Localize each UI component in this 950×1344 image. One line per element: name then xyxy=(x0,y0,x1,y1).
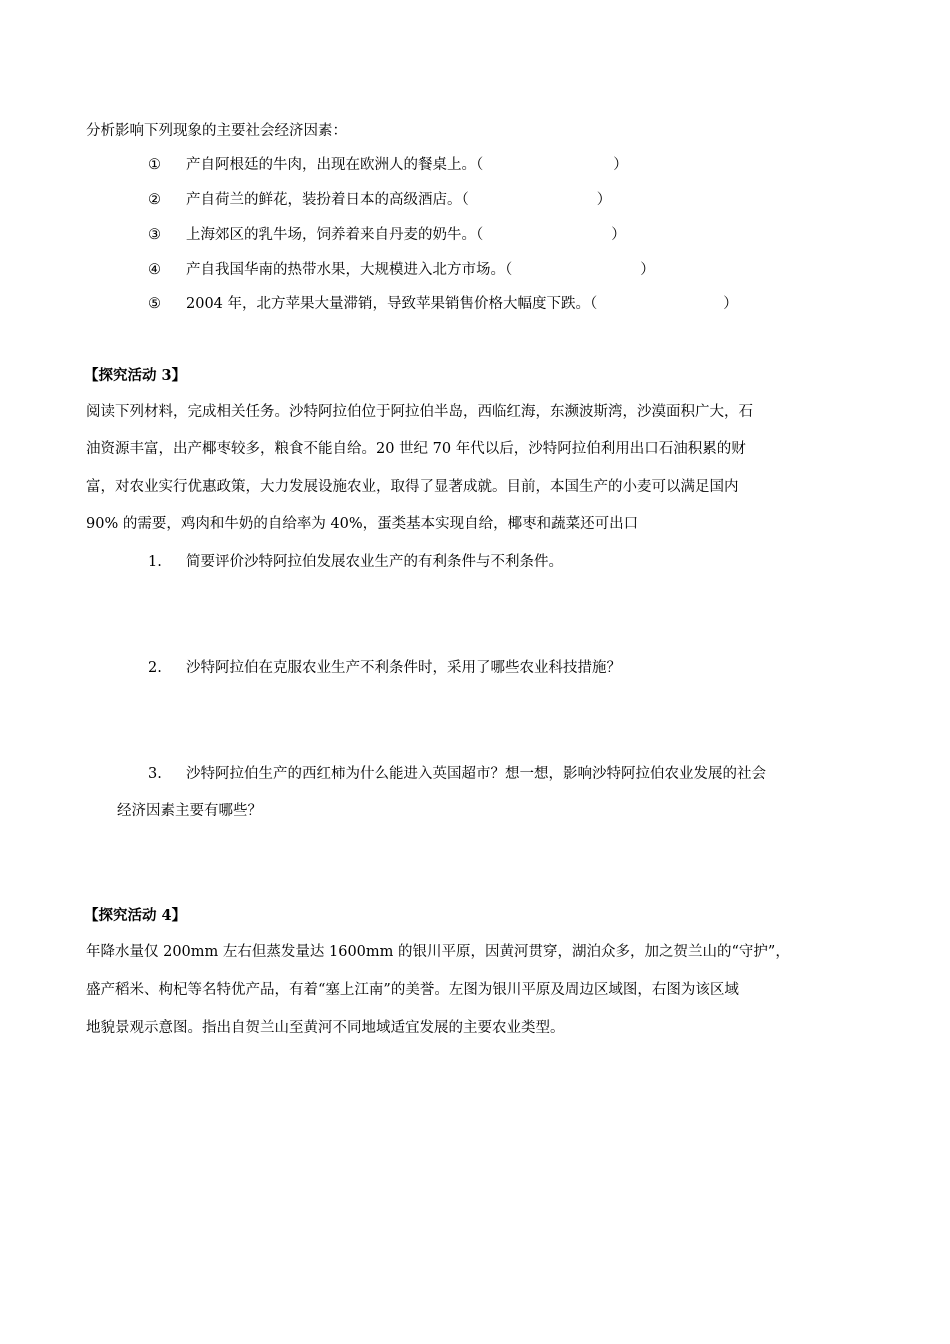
activity3-heading: 【探究活动 3】 xyxy=(84,367,187,384)
intro-item-5 xyxy=(148,292,738,313)
activity4-line: 盛产稻米、枸杞等名特优产品，有着“塞上江南”的美誉。左图为银川平原及周边区域图，右图为该区域 xyxy=(86,982,739,998)
item-marker: ② xyxy=(148,192,161,208)
item-text: 2004 年，北方苹果大量滞销，导致苹果销售价格大幅度下跌。（ xyxy=(186,296,598,312)
activity4-line: 年降水量仅 200mm 左右但蒸发量达 1600mm 的银川平原，因黄河贯穿，湖泊众多，加之贺兰山的“守护”， xyxy=(86,944,790,960)
activity3-question-2 xyxy=(148,656,621,677)
intro-item-3 xyxy=(148,223,626,244)
item-marker: ④ xyxy=(148,262,161,278)
question-text: 简要评价沙特阿拉伯发展农业生产的有利条件与不利条件。 xyxy=(186,554,563,570)
question-number: 2. xyxy=(148,660,162,676)
activity3-question-3 xyxy=(148,762,766,783)
item-marker: ③ xyxy=(148,227,161,243)
question-number: 1. xyxy=(148,554,162,570)
activity3-question-3-continuation: 经济因素主要有哪些？ xyxy=(117,803,262,819)
intro-title: 分析影响下列现象的主要社会经济因素： xyxy=(86,123,347,139)
item-close: ） xyxy=(611,227,626,243)
activity3-material-line: 油资源丰富，出产椰枣较多，粮食不能自给。20 世纪 70 年代以后，沙特阿拉伯利用出口石油积累的财 xyxy=(86,441,746,457)
item-close: ） xyxy=(640,262,655,278)
item-marker: ① xyxy=(148,157,161,173)
activity4-line: 地貌景观示意图。指出自贺兰山至黄河不同地域适宜发展的主要农业类型。 xyxy=(86,1020,565,1036)
question-number: 3. xyxy=(148,766,162,782)
activity3-material-line: 阅读下列材料，完成相关任务。沙特阿拉伯位于阿拉伯半岛，西临红海，东濒波斯湾，沙漠面积广大，石 xyxy=(86,404,753,420)
item-close: ） xyxy=(613,157,628,173)
activity3-question-1 xyxy=(148,550,563,571)
item-close: ） xyxy=(596,192,612,208)
item-text: 上海郊区的乳牛场，饲养着来自丹麦的奶牛。（ xyxy=(186,227,484,243)
item-close: ） xyxy=(723,296,738,312)
activity4-heading: 【探究活动 4】 xyxy=(84,907,187,924)
activity3-material-line: 富，对农业实行优惠政策，大力发展设施农业，取得了显著成就。目前，本国生产的小麦可以满足国内 xyxy=(86,479,739,495)
question-text: 沙特阿拉伯在克服农业生产不利条件时，采用了哪些农业科技措施？ xyxy=(186,660,621,676)
intro-item-4 xyxy=(148,258,655,279)
item-marker: ⑤ xyxy=(148,296,161,312)
question-text: 沙特阿拉伯生产的西红柿为什么能进入英国超市？想一想，影响沙特阿拉伯农业发展的社会 xyxy=(186,766,766,782)
activity3-material-line: 90% 的需要，鸡肉和牛奶的自给率为 40%，蛋类基本实现自给，椰枣和蔬菜还可出口 xyxy=(86,516,639,532)
intro-item-2 xyxy=(148,188,611,209)
intro-item-1 xyxy=(148,153,628,174)
item-text: 产自荷兰的鲜花，装扮着日本的高级酒店。（ xyxy=(186,192,469,208)
item-text: 产自我国华南的热带水果，大规模进入北方市场。（ xyxy=(186,262,513,278)
item-text: 产自阿根廷的牛肉，出现在欧洲人的餐桌上。（ xyxy=(186,157,484,173)
